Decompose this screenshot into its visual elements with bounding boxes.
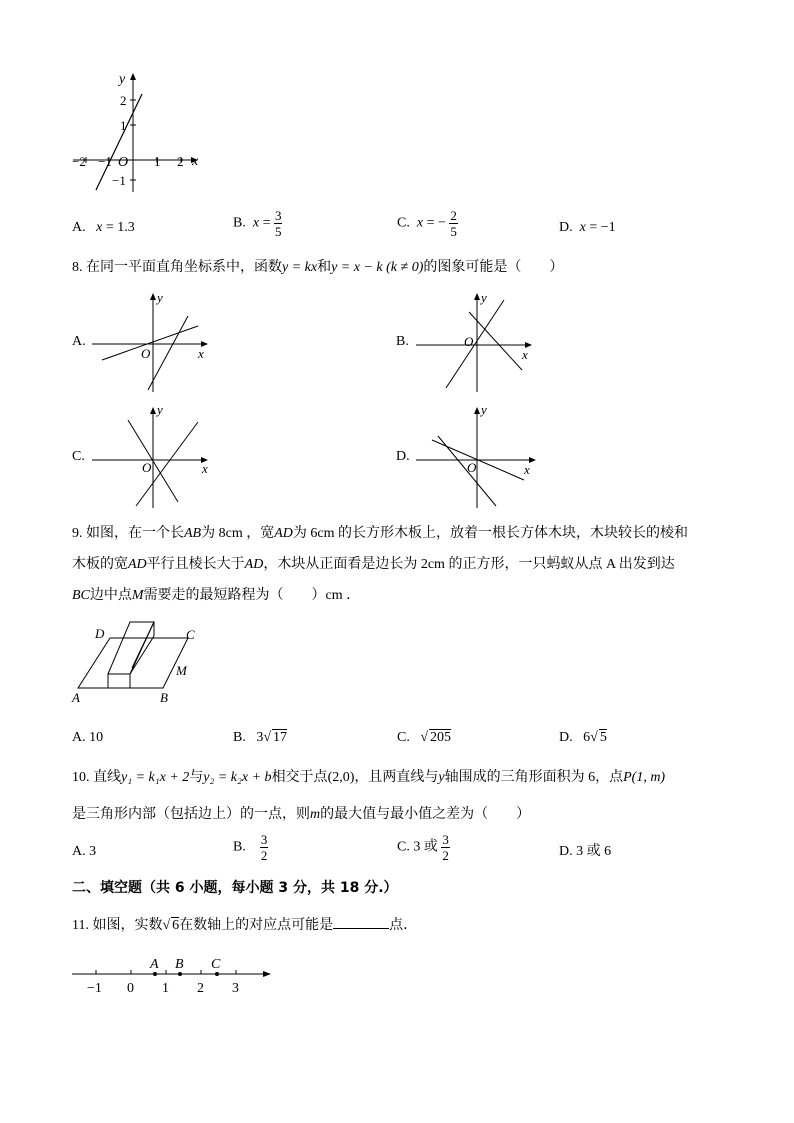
q10-option-b[interactable]: B. $\frac{3}{2}$: [233, 832, 268, 863]
q7-option-c[interactable]: C. x = − $\frac{2}{5}$: [397, 208, 457, 239]
svg-text:C: C: [211, 957, 221, 972]
q7-option-d[interactable]: D. x = −1: [559, 220, 616, 235]
q8-graph-b: [414, 288, 544, 393]
svg-text:y: y: [157, 290, 163, 305]
svg-text:1: 1: [162, 981, 169, 996]
svg-text:y: y: [481, 402, 487, 417]
svg-text:D: D: [95, 626, 105, 641]
q11-number-line: [70, 952, 280, 996]
svg-text:A: A: [72, 690, 80, 705]
q7-tick-x2: 2: [177, 154, 184, 169]
svg-text:x: x: [198, 346, 204, 361]
svg-text:x: x: [522, 347, 528, 362]
q10-line-1: 10. 直线y₁ = k₁x + 2与y₂ = k₂x + b相交于点(2,0)，且两直线与y轴围成的三角形面积为 6，点P(1, m): [72, 770, 666, 785]
q8-question: 8. 在同一平面直角坐标系中，函数y = kx和y = x − k (k ≠ 0)的图象可能是（ ）: [72, 260, 564, 275]
q9-option-b[interactable]: B. 3√ 17: [233, 730, 288, 745]
svg-text:A: A: [150, 957, 159, 972]
q9-block-front: [108, 674, 130, 688]
q9-board: [78, 638, 188, 688]
q11-point-c: [215, 972, 219, 976]
svg-text:x: x: [202, 461, 208, 476]
q7-y-label: y: [119, 72, 126, 87]
q8-choice-b-label[interactable]: B.: [396, 334, 409, 349]
q8-graph-c: [90, 402, 220, 510]
q9-line-3: BC边中点M需要走的最短路程为（ ）cm ．: [72, 588, 361, 603]
q9-line-1: 9. 如图，在一个长AB为 8cm ，宽AD为 6cm 的长方形木板上，放着一根长方体木块，木块较长的棱和: [72, 526, 688, 541]
q10-line-2: 是三角形内部（包括边上）的一点，则m的最大值与最小值之差为（ ）: [72, 807, 531, 822]
q7-c-fraction: $\frac{2}{5}$: [450, 208, 457, 239]
svg-text:3: 3: [232, 981, 239, 996]
q7-option-b[interactable]: B. x = $\frac{3}{5}$: [233, 208, 282, 239]
svg-text:−1: −1: [87, 981, 102, 996]
q10-option-a[interactable]: A. 3: [72, 844, 97, 859]
q8-choice-c-label[interactable]: C.: [72, 449, 85, 464]
svg-text:O: O: [142, 460, 152, 475]
q11-question: 11. 如图，实数√ 6在数轴上的对应点可能是 点．: [72, 914, 417, 936]
q8-choice-a-label[interactable]: A.: [72, 334, 86, 349]
svg-text:O: O: [467, 460, 477, 475]
svg-text:M: M: [176, 663, 187, 678]
q11-point-b: [178, 972, 182, 976]
svg-text:y: y: [481, 290, 487, 305]
svg-text:C: C: [186, 627, 195, 642]
svg-text:B: B: [175, 957, 184, 972]
q9-option-d[interactable]: D. 6√ 5: [559, 730, 607, 745]
svg-text:y: y: [157, 402, 163, 417]
q7-tick-x1: 1: [154, 154, 161, 169]
q7-option-a[interactable]: A. x = 1.3: [72, 220, 135, 235]
q8a-line-2: [148, 316, 188, 390]
q7-tick-xm1: −1: [98, 154, 112, 169]
section-2-title: 二、填空题（共 6 小题，每小题 3 分，共 18 分.）: [72, 880, 398, 896]
q7-tick-xm2: −2: [72, 154, 86, 169]
svg-text:2: 2: [197, 981, 204, 996]
svg-text:O: O: [464, 334, 474, 349]
q9-option-a[interactable]: A. 10: [72, 730, 104, 745]
q9-figure: [68, 616, 208, 708]
q8-graph-d: [414, 402, 544, 510]
q9-option-c[interactable]: C. √ 205: [397, 730, 452, 745]
q7-x-label: x: [192, 154, 199, 169]
svg-text:O: O: [141, 346, 151, 361]
q7-origin-label: O: [118, 155, 129, 170]
q8-graph-a: [90, 288, 220, 393]
q7-b-fraction: $\frac{3}{5}$: [274, 208, 282, 239]
q7-tick-y2: 2: [120, 93, 127, 108]
q7-tick-ym1: −1: [112, 173, 126, 188]
q10-option-c[interactable]: C. 3 或 $\frac{3}{2}$: [397, 832, 449, 863]
svg-text:0: 0: [127, 981, 134, 996]
q8b-line-1: [446, 300, 504, 388]
q9-line-2: 木板的宽AD平行且棱长大于AD，木块从正面看是边长为 2cm 的正方形，一只蚂蚁从点 A 出发到达: [72, 557, 675, 572]
svg-text:B: B: [160, 690, 168, 705]
q11-point-a: [153, 972, 157, 976]
q10-option-d[interactable]: D. 3 或 6: [559, 844, 612, 859]
q11-answer-blank[interactable]: [333, 914, 389, 929]
q7-graph: [68, 70, 208, 200]
q8-choice-d-label[interactable]: D.: [396, 449, 410, 464]
svg-text:x: x: [524, 462, 530, 477]
q7-tick-y1: 1: [120, 118, 127, 133]
q9-block-top: [108, 622, 154, 674]
